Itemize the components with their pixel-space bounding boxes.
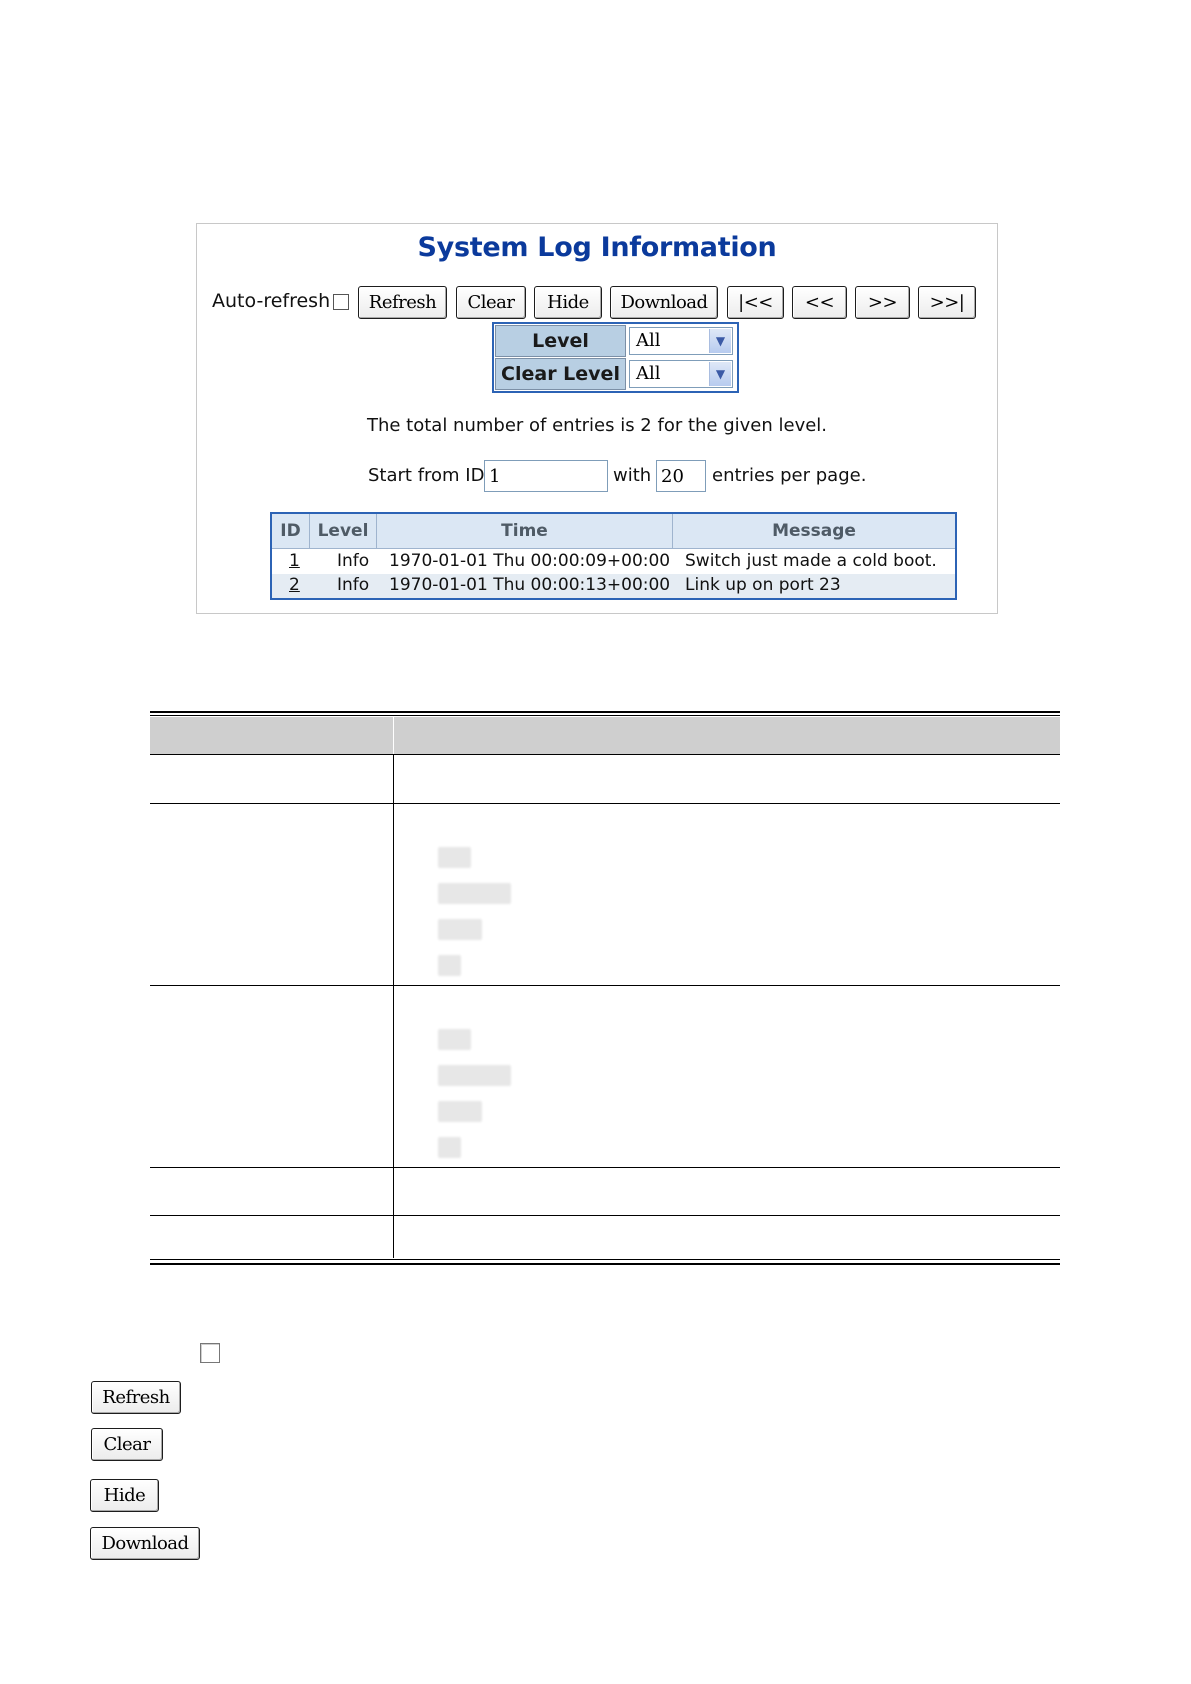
row-divider [150,985,1060,986]
clear-level-select-value: All [636,363,661,384]
level-label: Level [495,325,626,357]
auto-refresh-checkbox[interactable] [333,294,349,310]
table-bottom-rule-inner [150,1259,1060,1260]
log-table-header [272,514,955,549]
column-header-message: Message [673,514,955,549]
auto-refresh-label: Auto-refresh [212,290,331,312]
previous-page-button[interactable]: << [792,286,847,319]
redacted-text [438,1101,482,1122]
log-time: 1970-01-01 Thu 00:00:13+00:00 [389,575,671,595]
entries-count-text: The total number of entries is 2 for the given level. [366,415,828,436]
hide-button[interactable]: Hide [534,286,602,319]
table-top-rule-inner [150,715,1060,716]
download-button[interactable]: Download [610,286,718,319]
log-message: Switch just made a cold boot. [685,551,937,571]
column-header-level: Level [310,514,377,549]
log-time: 1970-01-01 Thu 00:00:09+00:00 [389,551,671,571]
auto-refresh-checkbox-example[interactable] [200,1343,220,1363]
log-level: Info [337,575,370,595]
parameter-description-table [150,711,1060,1266]
refresh-button[interactable]: Refresh [358,286,447,319]
redacted-text [438,1065,511,1086]
first-page-button[interactable]: |<< [727,286,784,319]
log-id-link[interactable]: 2 [289,575,300,595]
clear-level-row [494,358,737,391]
log-level: Info [337,551,370,571]
row-divider [150,803,1060,804]
level-select-value: All [636,330,661,351]
entries-per-page-input[interactable] [656,460,706,492]
start-from-label: Start from ID [368,465,485,486]
clear-level-select[interactable] [629,360,733,388]
clear-level-label: Clear Level [495,358,626,390]
chevron-down-icon[interactable]: ▼ [709,362,731,386]
download-button-example[interactable]: Download [90,1527,200,1560]
toolbar [212,286,992,320]
column-divider [393,755,394,1258]
redacted-text [438,1029,471,1050]
clear-button-example[interactable]: Clear [91,1428,163,1461]
with-label: with [613,465,652,486]
clear-button[interactable]: Clear [456,286,526,319]
page-title: System Log Information [417,232,777,263]
system-log-panel [196,223,998,614]
hide-button-example[interactable]: Hide [90,1479,159,1512]
chevron-down-icon[interactable]: ▼ [709,329,731,353]
last-page-button[interactable]: >>| [918,286,976,319]
table-row [272,550,955,574]
row-divider [150,1167,1060,1168]
table-row [272,574,955,598]
pagination-controls [197,460,997,494]
log-message: Link up on port 23 [685,575,841,595]
table-bottom-rule [150,1263,1060,1265]
start-from-id-input[interactable] [484,460,608,492]
log-table [270,512,957,600]
column-header-time: Time [377,514,673,549]
level-filter-table [492,322,739,393]
level-select[interactable] [629,327,733,355]
entries-per-page-label: entries per page. [712,465,867,486]
redacted-text [438,847,471,868]
log-id-link[interactable]: 1 [289,551,300,571]
redacted-text [438,919,482,940]
description-table-header [150,717,1060,754]
level-row [494,325,737,358]
row-divider [150,1215,1060,1216]
refresh-button-example[interactable]: Refresh [91,1381,181,1414]
redacted-text [438,883,511,904]
row-divider [150,754,1060,755]
redacted-text [438,1137,461,1158]
column-header-id: ID [272,514,310,549]
redacted-text [438,955,461,976]
header-column-divider [393,717,394,754]
table-top-rule [150,711,1060,713]
next-page-button[interactable]: >> [855,286,910,319]
